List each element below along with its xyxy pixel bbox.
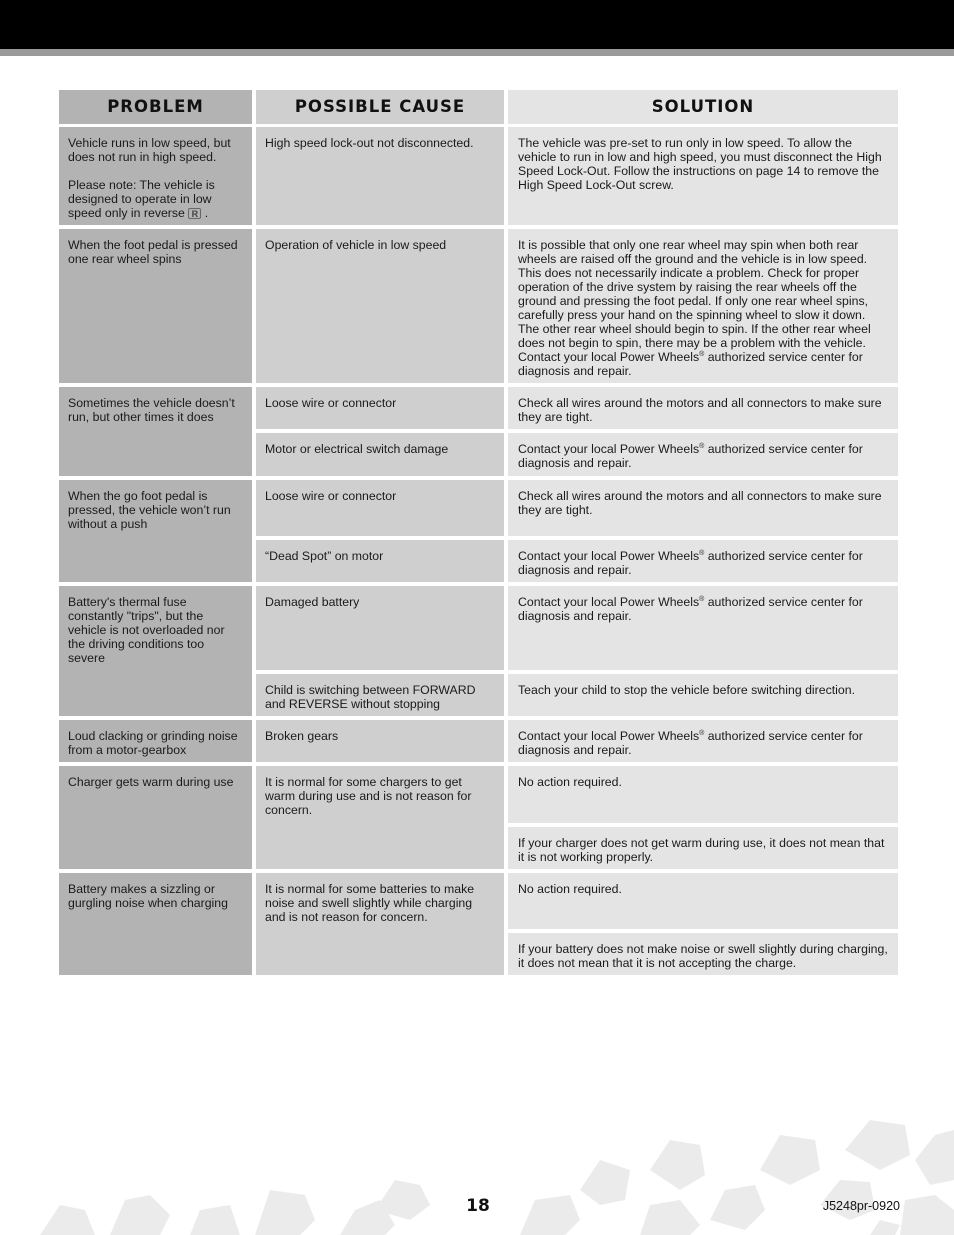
registered-mark: ® — [699, 351, 705, 358]
problem-note — [68, 178, 243, 220]
solution-text: The vehicle was pre-set to run only in low speed. To allow the vehicle to run in low and high speed, you must disconnect the High Speed Lock-Out. Follow the instructions on page 14 to remove the High Speed Lock-Out screw. — [518, 136, 882, 192]
solution-text-part: authorized service center for diagnosis and repair. — [518, 442, 863, 470]
registered-mark: ® — [699, 596, 705, 603]
solution-text: If your battery does not make noise or swell slightly during charging, it does not mean that it is not accepting the charge. — [518, 942, 888, 970]
cause-text: Loose wire or connector — [265, 396, 397, 410]
cause-cell — [256, 766, 504, 869]
cause-text: It is normal for some chargers to get warm during use and is not reason for concern. — [265, 775, 472, 817]
cause-text: Motor or electrical switch damage — [265, 442, 449, 456]
problem-cell — [59, 229, 252, 383]
cause-cell — [256, 229, 504, 383]
cause-text: Loose wire or connector — [265, 489, 397, 503]
solution-cell — [508, 933, 898, 975]
solution-text-part: authorized service center for diagnosis and repair. — [518, 549, 863, 577]
problem-cell — [59, 480, 252, 582]
solution-cell — [508, 127, 898, 225]
solution-text — [518, 238, 889, 378]
top-black-bar — [0, 0, 954, 49]
cause-text: Operation of vehicle in low speed — [265, 238, 447, 252]
solution-cell — [508, 586, 898, 670]
solution-text: Teach your child to stop the vehicle before switching direction. — [518, 683, 855, 697]
cause-text: “Dead Spot” on motor — [265, 549, 384, 563]
header-problem: PROBLEM — [59, 90, 252, 124]
problem-cell — [59, 766, 252, 869]
problem-text: When the go foot pedal is pressed, the vehicle won’t run without a push — [68, 489, 231, 531]
cause-cell — [256, 540, 504, 582]
solution-text: No action required. — [518, 775, 622, 789]
reverse-gear-icon: R — [188, 208, 201, 219]
problem-text: Loud clacking or grinding noise from a motor-gearbox — [68, 729, 238, 757]
problem-text: Vehicle runs in low speed, but does not run in high speed. — [68, 136, 231, 164]
problem-cell — [59, 873, 252, 975]
cause-cell — [256, 720, 504, 762]
solution-text-part: It is possible that only one rear wheel may spin when both rear wheels are raised off the ground and the vehicle is in low speed. This does not necessarily indicate a problem. Check for proper operation of the drive system by raising the rear wheels off the ground and pressing the foot pedal. If only one rear wheel spins, carefully press your hand on the spinning wheel to slow it down. The other rear wheel should begin to spin. If the other rear wheel does not begin to spin, there may be a problem with the vehicle. Contact your local Power Wheels — [518, 238, 871, 364]
solution-text — [518, 595, 889, 623]
problem-text: When the foot pedal is pressed one rear wheel spins — [68, 238, 238, 266]
problem-text: Battery makes a sizzling or gurgling noise when charging — [68, 882, 228, 910]
cause-cell — [256, 433, 504, 476]
solution-text — [518, 549, 889, 577]
solution-cell — [508, 766, 898, 823]
problem-note-text: Please note: The vehicle is designed to operate in low speed only in reverse — [68, 178, 215, 220]
solution-text-part: authorized service center for diagnosis and repair. — [518, 350, 863, 378]
solution-text — [518, 729, 889, 757]
cause-text: High speed lock-out not disconnected. — [265, 136, 474, 150]
problem-cell — [59, 387, 252, 476]
solution-text — [518, 442, 889, 470]
problem-cell — [59, 586, 252, 716]
solution-text-part: Contact your local Power Wheels — [518, 595, 700, 609]
solution-cell — [508, 229, 898, 383]
problem-note-end: . — [204, 206, 209, 220]
solution-text: Check all wires around the motors and all connectors to make sure they are tight. — [518, 489, 882, 517]
cause-text: It is normal for some batteries to make noise and swell slightly while charging and is not reason for concern. — [265, 882, 475, 924]
header-solution: SOLUTION — [508, 90, 898, 124]
solution-text: No action required. — [518, 882, 622, 896]
problem-cell — [59, 127, 252, 225]
solution-text-part: Contact your local Power Wheels — [518, 549, 700, 563]
solution-cell — [508, 674, 898, 716]
solution-cell — [508, 827, 898, 869]
page-number: 18 — [466, 1196, 490, 1216]
cause-cell — [256, 674, 504, 716]
solution-text-part: authorized service center for diagnosis and repair. — [518, 595, 863, 623]
registered-mark: ® — [699, 730, 705, 737]
problem-text: Sometimes the vehicle doesn’t run, but other times it does — [68, 396, 235, 424]
solution-text: If your charger does not get warm during use, it does not mean that it is not working properly. — [518, 836, 885, 864]
solution-cell — [508, 480, 898, 536]
cause-text: Broken gears — [265, 729, 339, 743]
problem-text: Charger gets warm during use — [68, 775, 234, 789]
problem-cell — [59, 720, 252, 762]
cause-cell — [256, 480, 504, 536]
solution-cell — [508, 540, 898, 582]
registered-mark: ® — [699, 550, 705, 557]
cause-cell — [256, 127, 504, 225]
cause-text: Damaged battery — [265, 595, 360, 609]
solution-cell — [508, 720, 898, 762]
cause-text: Child is switching between FORWARD and REVERSE without stopping — [265, 683, 476, 711]
solution-cell — [508, 433, 898, 476]
solution-text-part: Contact your local Power Wheels — [518, 442, 700, 456]
solution-text-part: Contact your local Power Wheels — [518, 729, 700, 743]
problem-text: Battery's thermal fuse constantly "trips", but the vehicle is not overloaded nor the driving conditions too severe — [68, 595, 225, 665]
cause-cell — [256, 586, 504, 670]
cause-cell — [256, 387, 504, 429]
header-possible-cause: POSSIBLE CAUSE — [256, 90, 504, 124]
decorative-spots-pattern — [0, 1110, 954, 1235]
top-gray-stripe — [0, 49, 954, 56]
solution-text: Check all wires around the motors and all connectors to make sure they are tight. — [518, 396, 882, 424]
document-code: J5248pr-0920 — [822, 1199, 900, 1213]
registered-mark: ® — [699, 443, 705, 450]
solution-text-part: authorized service center for diagnosis and repair. — [518, 729, 863, 757]
solution-cell — [508, 873, 898, 929]
cause-cell — [256, 873, 504, 975]
solution-cell — [508, 387, 898, 429]
